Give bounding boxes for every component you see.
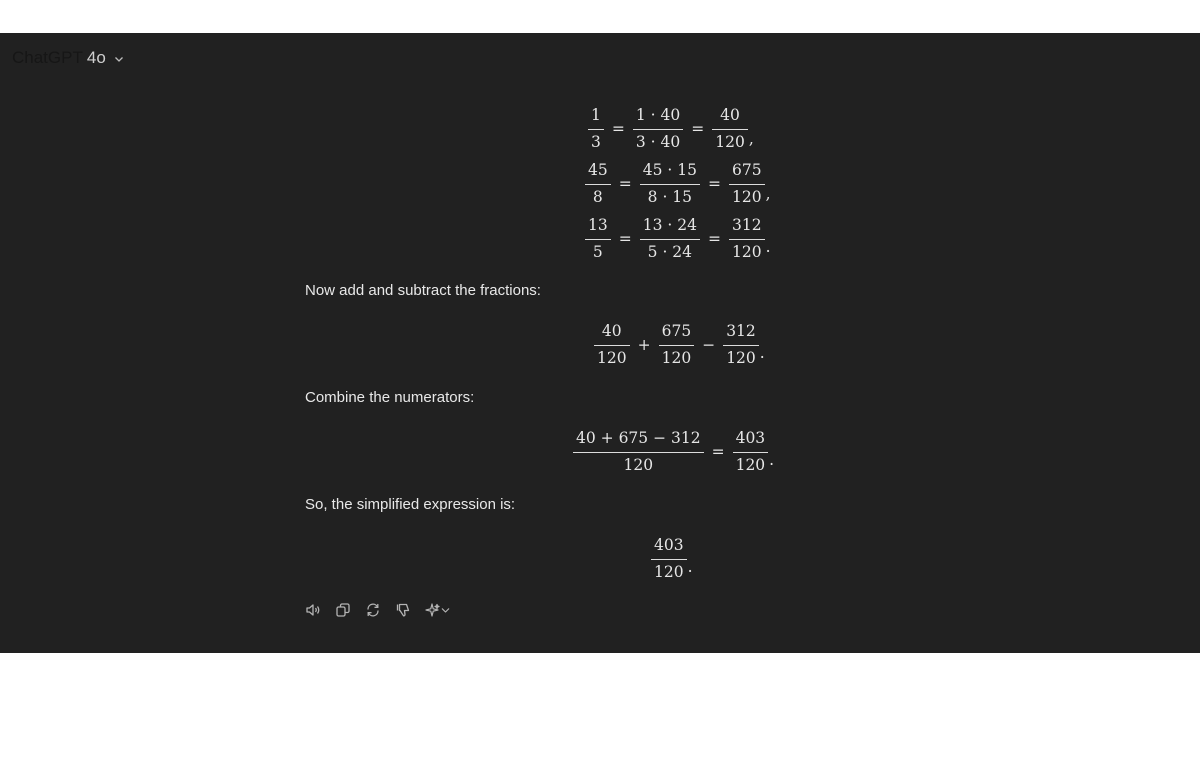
punctuation: . <box>687 558 693 576</box>
equals-sign: = <box>711 443 725 461</box>
model-switcher[interactable] <box>12 47 125 69</box>
fraction: $\frac{45 \cdot 15}{8 \cdot 15}$ <box>640 163 700 205</box>
thumbs-down-icon <box>395 602 411 618</box>
text-combine: Combine the numerators: <box>305 389 475 406</box>
punctuation: . <box>759 344 765 362</box>
message-actions <box>304 600 452 620</box>
fraction: $\frac{403}{120}$ <box>733 431 769 473</box>
fraction: $\frac{312}{120}$ <box>723 324 759 366</box>
read-aloud-icon <box>305 602 321 618</box>
bad-response-button[interactable] <box>394 601 412 619</box>
fraction: $\frac{13}{5}$ <box>585 218 611 260</box>
text-result: So, the simplified expression is: <box>305 496 516 513</box>
math-equivalent-1 <box>588 103 754 155</box>
fraction: $\frac{312}{120}$ <box>729 218 765 260</box>
read-aloud-button[interactable] <box>304 601 322 619</box>
math-equivalent-2 <box>585 158 771 210</box>
fraction: $\frac{13 \cdot 24}{5 \cdot 24}$ <box>640 218 700 260</box>
punctuation: . <box>769 451 775 469</box>
text-add-subtract: Now add and subtract the fractions: <box>305 282 541 299</box>
equals-sign: = <box>691 120 705 138</box>
punctuation: , <box>748 130 754 148</box>
punctuation: . <box>765 238 771 256</box>
copy-button[interactable] <box>334 601 352 619</box>
fraction: $\frac{675}{120}$ <box>659 324 695 366</box>
copy-icon <box>335 602 351 618</box>
equals-sign: = <box>618 175 632 193</box>
math-combined <box>573 426 774 478</box>
math-equivalent-3 <box>585 213 771 265</box>
fraction: $\frac{40}{120}$ <box>594 324 630 366</box>
fraction: $\frac{1 \cdot 40}{3 \cdot 40}$ <box>633 108 683 150</box>
equals-sign: = <box>611 120 625 138</box>
regenerate-icon <box>365 602 381 618</box>
regenerate-button[interactable] <box>364 601 382 619</box>
fraction: $\frac{1}{3}$ <box>588 108 604 150</box>
chat-panel <box>0 33 1200 653</box>
sparkle-model-icon <box>424 602 452 618</box>
math-sum-expression <box>594 319 765 371</box>
fraction: $\frac{40 + 675 - 312}{120}$ <box>573 431 704 473</box>
chevron-down-icon <box>113 53 125 65</box>
fraction: $\frac{675}{120}$ <box>729 163 765 205</box>
math-result <box>651 533 693 585</box>
punctuation: , <box>765 185 771 203</box>
equals-sign: = <box>707 230 721 248</box>
switch-model-button[interactable] <box>424 601 452 619</box>
equals-sign: = <box>618 230 632 248</box>
plus-sign: + <box>637 336 651 354</box>
equals-sign: = <box>707 175 721 193</box>
minus-sign: − <box>702 336 716 354</box>
model-name: ChatGPT <box>12 48 83 67</box>
fraction: $\frac{45}{8}$ <box>585 163 611 205</box>
fraction: $\frac{403}{120}$ <box>651 538 687 580</box>
model-version: 4o <box>86 48 106 67</box>
fraction: $\frac{40}{120}$ <box>712 108 748 150</box>
